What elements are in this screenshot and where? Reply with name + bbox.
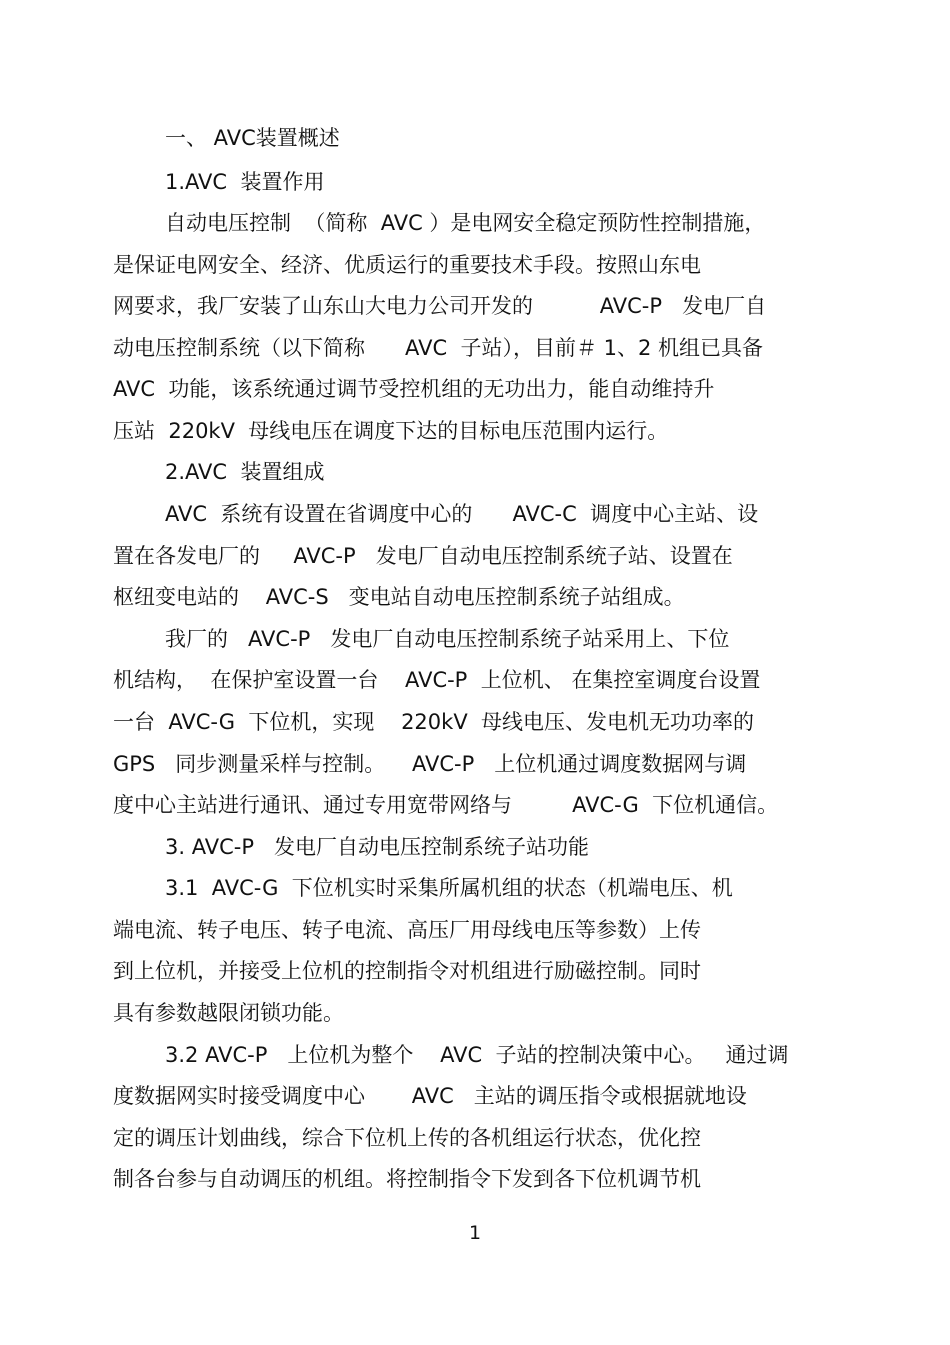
paragraph-line: 动电压控制系统（以下简称 AVC 子站），目前＃ 1、2 机组已具备 (113, 336, 764, 360)
paragraph-line: 自动电压控制 （简称 AVC ）是电网安全稳定预防性控制措施， (165, 211, 766, 235)
paragraph-line: 定的调压计划曲线，综合下位机上传的各机组运行状态，优化控 (113, 1126, 701, 1150)
paragraph-line: 压站 220kV 母线电压在调度下达的目标电压范围内运行。 (113, 419, 669, 443)
paragraph-line: AVC 功能，该系统通过调节受控机组的无功出力，能自动维持升 (113, 377, 715, 401)
paragraph-line: 度中心主站进行通讯、通过专用宽带网络与 AVC-G 下位机通信。 (113, 793, 779, 817)
paragraph-line: 是保证电网安全、经济、优质运行的重要技术手段。按照山东电 (113, 253, 701, 277)
subsection-heading: 1.AVC 装置作用 (165, 170, 325, 194)
paragraph-line: 到上位机，并接受上位机的控制指令对机组进行励磁控制。同时 (113, 959, 701, 983)
paragraph-line: 网要求，我厂安装了山东山大电力公司开发的 AVC-P 发电厂自 (113, 294, 767, 318)
paragraph-line: 制各台参与自动调压的机组。将控制指令下发到各下位机调节机 (113, 1167, 701, 1191)
section-heading: 一、 AVC装置概述 (165, 126, 340, 150)
paragraph-line: 度数据网实时接受调度中心 AVC 主站的调压指令或根据就地设 (113, 1084, 747, 1108)
page-number: 1 (468, 1222, 482, 1244)
subsection-heading: 3. AVC-P 发电厂自动电压控制系统子站功能 (165, 835, 590, 859)
paragraph-line: 3.2 AVC-P 上位机为整个 AVC 子站的控制决策中心。 通过调 (165, 1043, 789, 1067)
paragraph-line: 枢纽变电站的 AVC-S 变电站自动电压控制系统子站组成。 (113, 585, 685, 609)
paragraph-line: GPS 同步测量采样与控制。 AVC-P 上位机通过调度数据网与调 (113, 752, 747, 776)
paragraph-line: AVC 系统有设置在省调度中心的 AVC-C 调度中心主站、设 (165, 502, 759, 526)
paragraph-line: 端电流、转子电压、转子电流、高压厂用母线电压等参数）上传 (113, 918, 701, 942)
paragraph-line: 机结构， 在保护室设置一台 AVC-P 上位机、 在集控室调度台设置 (113, 668, 761, 692)
paragraph-line: 一台 AVC-G 下位机，实现 220kV 母线电压、发电机无功功率的 (113, 710, 755, 734)
paragraph-line: 我厂的 AVC-P 发电厂自动电压控制系统子站采用上、下位 (165, 627, 730, 651)
paragraph-line: 具有参数越限闭锁功能。 (113, 1001, 344, 1025)
paragraph-line: 3.1 AVC-G 下位机实时采集所属机组的状态（机端电压、机 (165, 876, 733, 900)
subsection-heading: 2.AVC 装置组成 (165, 460, 325, 484)
paragraph-line: 置在各发电厂的 AVC-P 发电厂自动电压控制系统子站、设置在 (113, 544, 733, 568)
